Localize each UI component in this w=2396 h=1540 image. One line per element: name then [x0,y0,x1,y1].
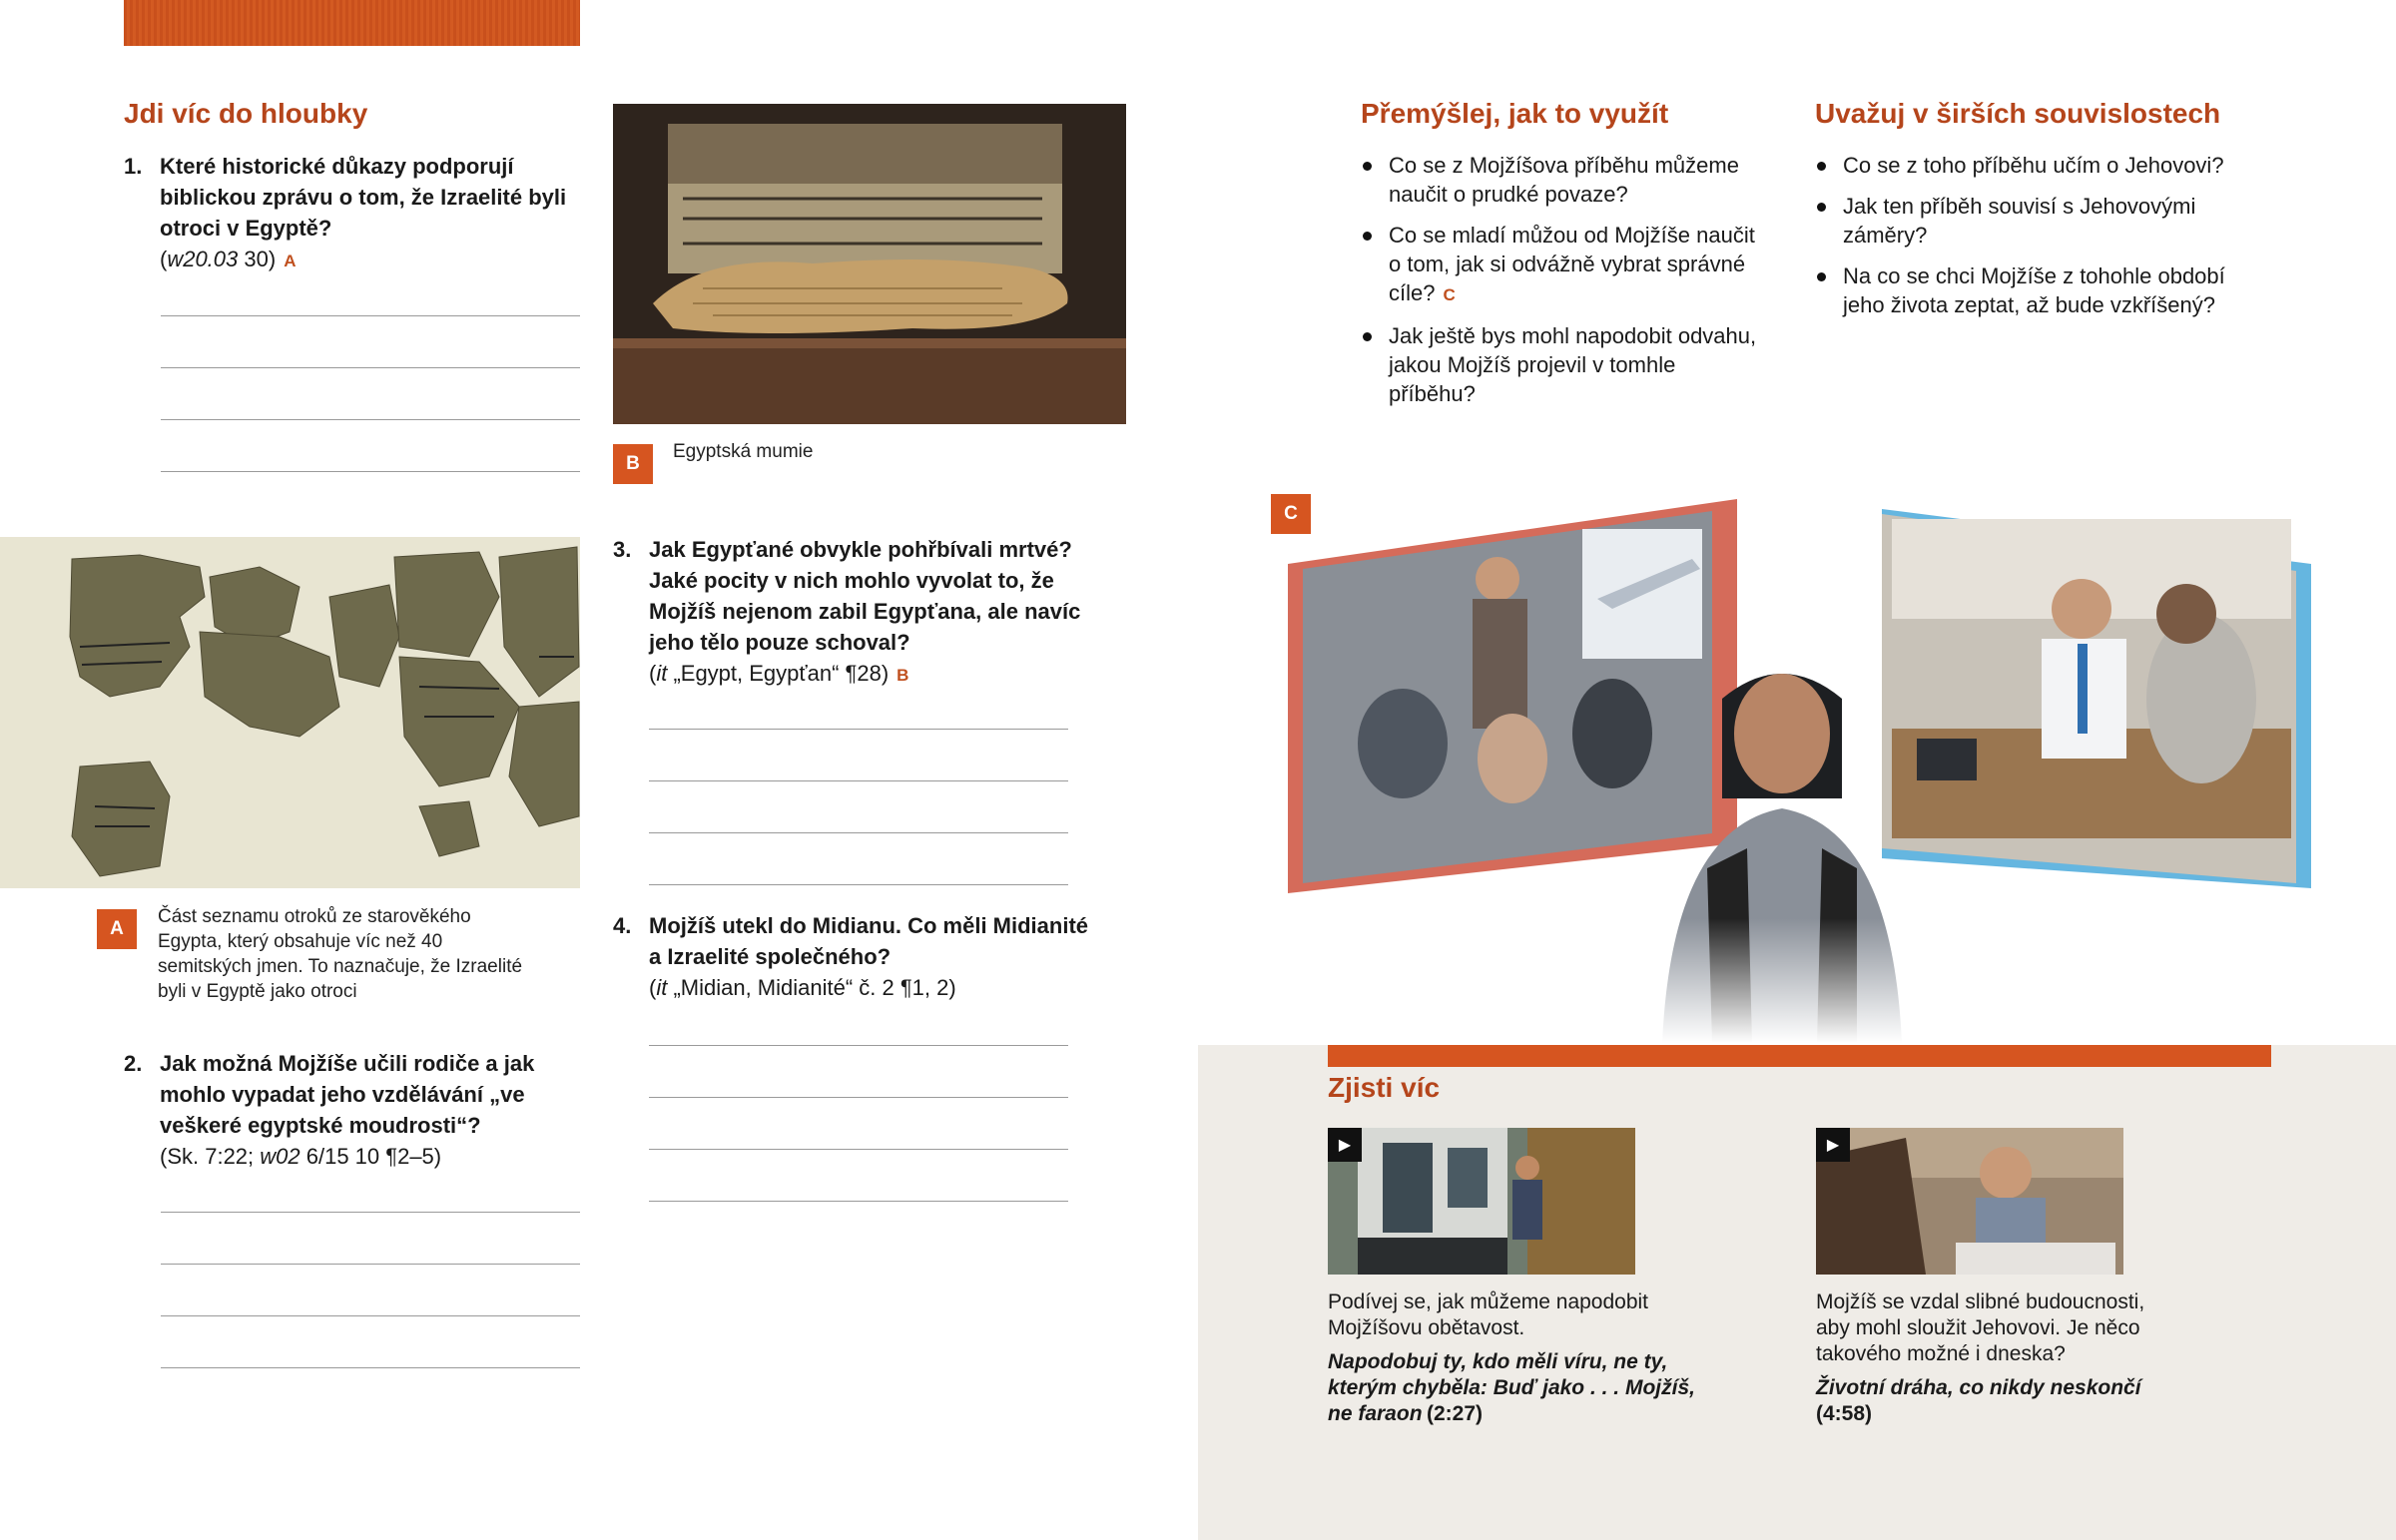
list-item: Jak ještě bys mohl napodobit odvahu, jakou Mojžíš projevil v tomhle příběhu? [1361,321,1760,408]
answer-line[interactable] [161,1212,580,1213]
video-desc-1: Podívej se, jak můžeme napodobit Mojžíšovu obětavost. [1328,1290,1649,1339]
question-text: Které historické důkazy podporují biblickou zprávu o tom, že Izraelité byli otroci v Egyptě? [160,154,567,241]
caption-b: Egyptská mumie [673,441,814,462]
answer-line[interactable] [161,1264,580,1265]
list-item: Jak ten příběh souvisí s Jehovovými záměry? [1815,192,2254,250]
career-choice-illustration-icon [1283,499,2316,1043]
answer-line[interactable] [161,471,580,472]
mummy-image [613,104,1126,424]
answer-line[interactable] [649,1097,1068,1098]
question-4 [613,910,1092,1003]
video-title[interactable]: Napodobuj ty, kdo měli víru, ne ty, kterým chyběla: Buď jako . . . Mojžíš, ne faraon [1328,1350,1695,1425]
video-link-1[interactable] [1328,1349,1697,1427]
answer-line[interactable] [649,1201,1068,1202]
question-reference: (w20.03 30) [160,247,277,271]
image-tag: C [1443,285,1456,304]
answer-line[interactable] [161,315,580,316]
question-text: Jak možná Mojžíše učili rodiče a jak mohlo vypadat jeho vzdělávání „ve veškeré egyptské moudrosti“? [160,1051,535,1138]
video-thumbnail-1[interactable] [1328,1128,1635,1275]
question-reference: (Sk. 7:22; w02 6/15 10 ¶2–5) [160,1144,442,1169]
orange-divider [1328,1045,2271,1067]
answer-line[interactable] [161,1367,580,1368]
answer-line[interactable] [649,1149,1068,1150]
question-number: 3. [613,537,632,562]
caption-badge-b: B [613,444,653,484]
question-text: Mojžíš utekl do Midianu. Co měli Midianité a Izraelité společného? [649,913,1089,969]
video-duration: (4:58) [1816,1402,1873,1425]
play-icon[interactable]: ▶ [1816,1128,1850,1162]
caption-a: Část seznamu otroků ze starověkého Egypta, který obsahuje víc než 40 semitských jmen. To naznačuje, že Izraelité byli v Egyptě jako otroci [158,906,523,1002]
question-3 [613,534,1092,691]
video-duration: (2:27) [1426,1402,1484,1425]
answer-line[interactable] [161,1315,580,1316]
video-link-2[interactable] [1816,1375,2155,1427]
image-tag: B [897,666,909,685]
mummy-icon [613,104,1126,424]
caption-badge-a: A [97,909,137,949]
papyrus-image [0,537,580,888]
list-item: Co se z Mojžíšova příběhu můžeme naučit o prudké povaze? [1361,151,1760,209]
answer-line[interactable] [649,832,1068,833]
answer-line[interactable] [161,367,580,368]
question-2 [124,1048,583,1172]
list-item: Co se mladí můžou od Mojžíše naučit o tom, jak si odvážně vybrat správné cíle? C [1361,221,1760,309]
question-text: Jak Egypťané obvykle pohřbívali mrtvé? Jaké pocity v nich mohlo vyvolat to, že Mojžíš nejenom zabil Egypťana, ale navíc jeho tělo pouze schoval? [649,537,1081,655]
answer-line[interactable] [161,419,580,420]
video-thumbnail-2[interactable] [1816,1128,2123,1275]
question-1 [124,151,583,276]
question-reference: (it „Egypt, Egypťan“ ¶28) [649,661,890,686]
section-heading-deeper: Jdi víc do hloubky [124,98,368,129]
list-item: Co se z toho příběhu učím o Jehovovi? [1815,151,2254,180]
question-number: 4. [613,913,632,938]
orange-header-tab [124,0,580,46]
section-heading-apply: Přemýšlej, jak to využít [1361,98,1669,129]
question-number: 1. [124,154,143,179]
image-tag: A [284,252,297,270]
answer-line[interactable] [649,729,1068,730]
question-reference: (it „Midian, Midianité“ č. 2 ¶1, 2) [649,975,956,1000]
answer-line[interactable] [649,884,1068,885]
play-icon[interactable]: ▶ [1328,1128,1362,1162]
list-item: Na co se chci Mojžíše z tohohle období jeho života zeptat, až bude vzkříšený? [1815,261,2254,319]
section-heading-learn-more: Zjisti víc [1328,1072,1441,1103]
papyrus-fragments-icon [0,537,580,888]
caption-badge-c: C [1271,494,1311,534]
context-list [1815,151,2254,331]
student-thumbnail-icon [1816,1128,2123,1275]
house-visit-thumbnail-icon [1328,1128,1635,1275]
question-number: 2. [124,1051,143,1076]
apply-list [1361,151,1760,420]
illustration-c [1283,499,2316,1043]
section-heading-context: Uvažuj v širších souvislostech [1815,98,2221,129]
video-desc-2: Mojžíš se vzdal slibné budoucnosti, aby mohl sloužit Jehovovi. Je něco takového možné i dneska? [1816,1290,2145,1365]
answer-line[interactable] [649,780,1068,781]
answer-line[interactable] [649,1045,1068,1046]
video-title[interactable]: Životní dráha, co nikdy neskončí [1816,1376,2141,1399]
